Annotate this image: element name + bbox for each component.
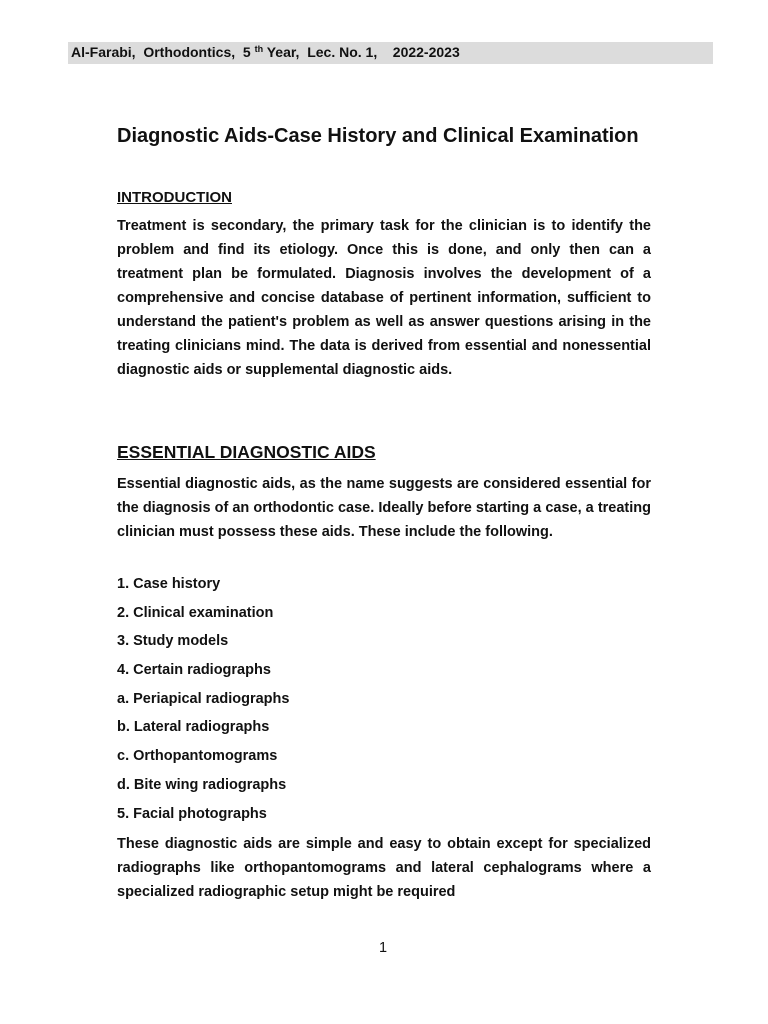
essential-aids-list <box>117 572 289 830</box>
list-item: 1. Case history <box>117 576 221 592</box>
header-superscript: th <box>254 44 264 54</box>
list-item: c. Orthopantomograms <box>117 748 278 765</box>
closing-paragraph: These diagnostic aids are simple and easy to obtain except for specialized radiographs like orthopantomograms and lateral cephalograms where a specialized radiographic setup might be required <box>117 836 651 900</box>
running-header <box>68 42 713 64</box>
page-number: 1 <box>379 940 388 956</box>
list-item: a. Periapical radiographs <box>117 690 290 707</box>
header-suffix: Year, Lec. No. 1, 2022-2023 <box>263 44 460 60</box>
essential-aids-paragraph: Essential diagnostic aids, as the name suggests are considered essential for the diagnosis of an orthodontic case. Ideally before starting a case, a treating clinician must possess these aids. These include the following. <box>117 476 651 540</box>
header-prefix: Al-Farabi, Orthodontics, 5 <box>71 44 255 60</box>
essential-aids-heading: ESSENTIAL DIAGNOSTIC AIDS <box>117 442 376 462</box>
introduction-paragraph: Treatment is secondary, the primary task for the clinician is to identify the problem and find its etiology. Once this is done, and only then can a treatment plan be formulated. Diagnosis involves the development of a comprehensive and concise database of pertinent information, sufficient to understand the patient's problem as well as answer questions arising in the treating clinicians mind. The data is derived from essential and nonessential diagnostic aids or supplemental diagnostic aids. <box>117 218 651 378</box>
document-title: Diagnostic Aids-Case History and Clinical Examination <box>117 125 639 147</box>
list-item: 5. Facial photographs <box>117 805 267 822</box>
list-item: d. Bite wing radiographs <box>117 776 287 793</box>
list-item: 3. Study models <box>117 633 229 650</box>
list-item: 2. Clinical examination <box>117 604 274 621</box>
list-item: 4. Certain radiographs <box>117 662 271 679</box>
introduction-heading: INTRODUCTION <box>117 189 232 206</box>
list-item: b. Lateral radiographs <box>117 719 270 736</box>
